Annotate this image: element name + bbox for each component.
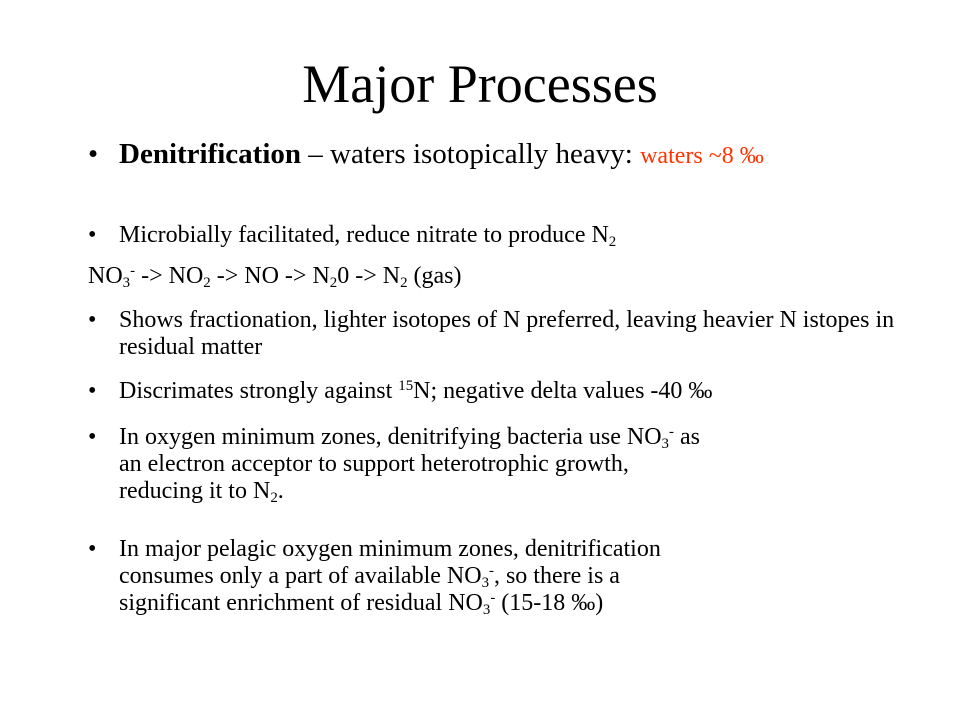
text-span: -> NO: [135, 263, 204, 289]
bullet-dot: •: [88, 307, 97, 333]
text-span: significant enrichment of residual NO: [119, 590, 483, 616]
text-span: N; negative delta values -40 ‰: [413, 378, 713, 404]
text-span: (gas): [407, 263, 462, 289]
bullet-line: [119, 424, 899, 451]
text-span: NO: [88, 263, 123, 289]
subscript: 3: [482, 602, 491, 619]
subscript: 3: [481, 575, 489, 592]
slide-title: Major Processes: [302, 54, 658, 114]
text-span: .: [277, 478, 284, 504]
bullet-line: [119, 563, 899, 590]
bullet-dot: •: [88, 138, 99, 170]
bullet-text: [119, 139, 899, 171]
reaction-equation: [88, 263, 908, 290]
text-span: (15-18 ‰): [495, 590, 604, 616]
subscript: 3: [661, 436, 669, 453]
subscript: 2: [329, 275, 338, 292]
subscript: 2: [608, 234, 617, 251]
term-denitrification: Denitrification: [119, 138, 302, 170]
bullet-line: [119, 590, 899, 617]
bullet-text: [119, 222, 899, 249]
bullet-description: – waters isotopically heavy:: [301, 138, 641, 170]
text-span: Discrimates strongly against: [119, 378, 399, 404]
highlight-waters-value: waters ~8 ‰: [640, 143, 764, 169]
bullet-text: [119, 536, 899, 617]
text-span: reducing it to N: [119, 478, 271, 504]
text-span: Microbially facilitated, reduce nitrate to produce N: [119, 222, 609, 248]
bullet-line: [119, 478, 899, 505]
superscript: 15: [398, 377, 414, 394]
subscript: 2: [270, 490, 278, 507]
bullet-text: Shows fractionation, lighter isotopes of N preferred, leaving heavier N istopes in residual matter: [119, 307, 895, 360]
bullet-dot: •: [88, 222, 97, 248]
text-span: consumes only a part of available NO: [119, 563, 482, 589]
text-span: In oxygen minimum zones, denitrifying bacteria use NO: [119, 424, 662, 450]
bullet-dot: •: [88, 424, 97, 450]
subscript: 2: [400, 275, 408, 292]
bullet-text: [119, 378, 899, 405]
bullet-text: [119, 424, 899, 505]
bullet-line: an electron acceptor to support heterotrophic growth,: [119, 451, 629, 477]
text-span: -> NO -> N: [210, 263, 330, 289]
bullet-dot: •: [88, 378, 97, 404]
superscript: -: [489, 562, 494, 579]
superscript: -: [668, 423, 674, 440]
text-span: , so there is a: [493, 563, 620, 589]
bullet-dot: •: [88, 536, 97, 562]
superscript: -: [130, 262, 136, 279]
text-span: as: [673, 424, 700, 450]
bullet-line: In major pelagic oxygen minimum zones, denitrification: [119, 536, 661, 562]
subscript: 3: [122, 275, 131, 292]
superscript: -: [490, 589, 496, 606]
text-span: 0 -> N: [337, 263, 401, 289]
subscript: 2: [203, 275, 211, 292]
